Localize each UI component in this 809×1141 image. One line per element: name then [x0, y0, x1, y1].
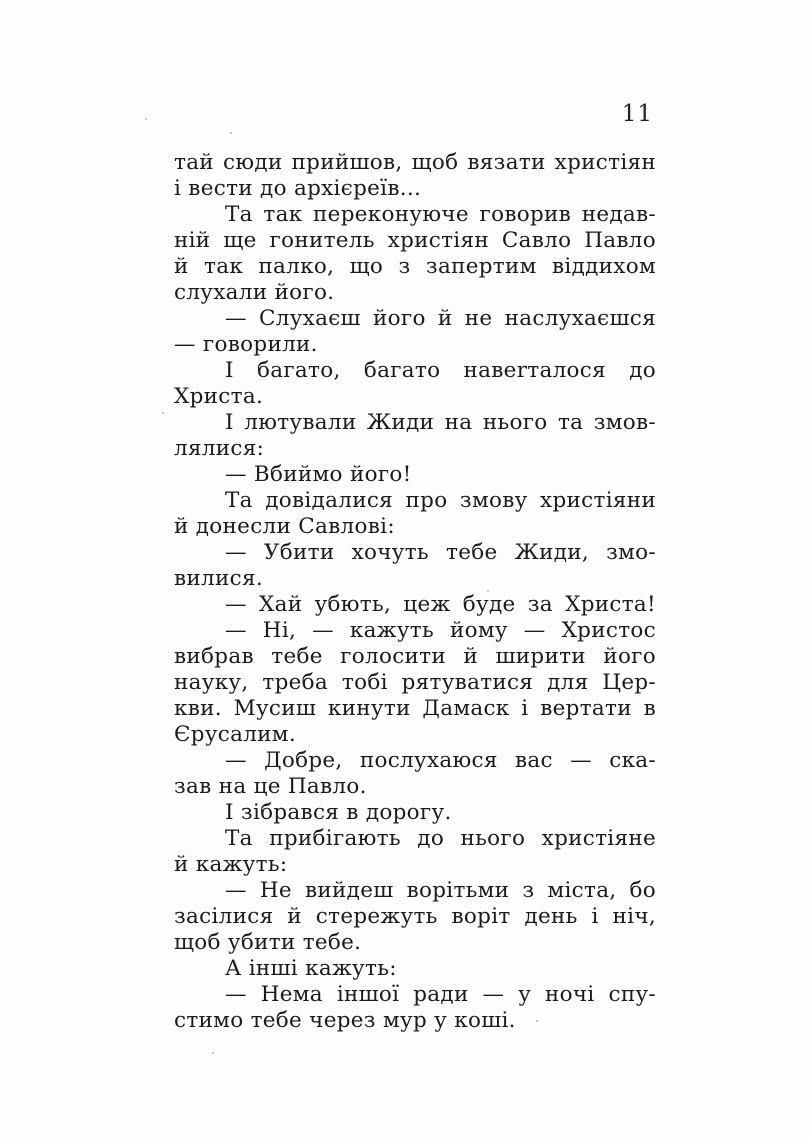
- paper-speck: [162, 412, 164, 414]
- text-line: Єрусалим.: [174, 722, 296, 747]
- text-line: А інші кажуть:: [225, 956, 397, 981]
- text-line: Та прибігають до нього христіяне: [225, 826, 656, 851]
- text-line: ній ще гонитель христіян Савло Павло: [174, 228, 656, 253]
- text-line: І лютували Жиди на нього та змов-: [225, 410, 656, 435]
- text-line: стимо тебе через мур у коші.: [174, 1008, 516, 1033]
- text-line: слухали його.: [174, 280, 335, 305]
- paper-speck: [536, 1020, 538, 1022]
- paper-speck: [487, 590, 489, 592]
- text-line: — Убити хочуть тебе Жиди, змо-: [225, 540, 656, 565]
- text-line: вилися.: [174, 566, 263, 591]
- text-line: — Вбиймо його!: [225, 462, 412, 487]
- paper-speck: [212, 1052, 214, 1054]
- text-line: й так палко, що з запертим віддихом: [174, 254, 656, 279]
- text-line: — Слухаєш його й не наслухаєшся: [225, 306, 656, 331]
- text-line: — Не вийдеш ворітьми з міста, бо: [225, 878, 656, 903]
- paper-speck: [145, 118, 147, 120]
- body-text: [174, 150, 656, 1034]
- text-line: Та так переконуюче говорив недав-: [225, 202, 656, 227]
- text-line: І зібрався в дорогу.: [225, 800, 452, 825]
- text-line: й донесли Савлові:: [174, 514, 395, 539]
- text-line: — Хай убють, цеж буде за Христа!: [225, 592, 656, 617]
- text-line: тай сюди прийшов, щоб вязати христіян: [174, 150, 656, 175]
- text-line: і вести до архієреїв...: [174, 176, 422, 201]
- text-line: — говорили.: [174, 332, 318, 357]
- text-line: Та довідалися про змову христіяни: [225, 488, 656, 513]
- text-line: Христа.: [174, 384, 264, 409]
- text-line: науку, треба тобі рятуватися для Цер-: [174, 670, 656, 695]
- paper-speck: [230, 132, 232, 134]
- text-line: — Ні, — кажуть йому — Христос: [225, 618, 656, 643]
- text-line: вибрав тебе голосити й ширити його: [174, 644, 656, 669]
- text-line: — Нема іншої ради — у ночі спу-: [225, 982, 656, 1007]
- text-line: — Добре, послухаюся вас — ска-: [225, 748, 656, 773]
- page-number: 11: [621, 101, 653, 127]
- text-line: кви. Мусиш кинути Дамаск і вертати в: [174, 696, 656, 721]
- text-line: І багато, багато навerталося до: [225, 358, 656, 383]
- text-line: зав на це Павло.: [174, 774, 367, 799]
- text-line: лялися:: [174, 436, 265, 461]
- text-line: засілися й стережуть воріт день і ніч,: [174, 904, 656, 929]
- text-line: щоб убити тебе.: [174, 930, 362, 955]
- text-line: й кажуть:: [174, 852, 288, 877]
